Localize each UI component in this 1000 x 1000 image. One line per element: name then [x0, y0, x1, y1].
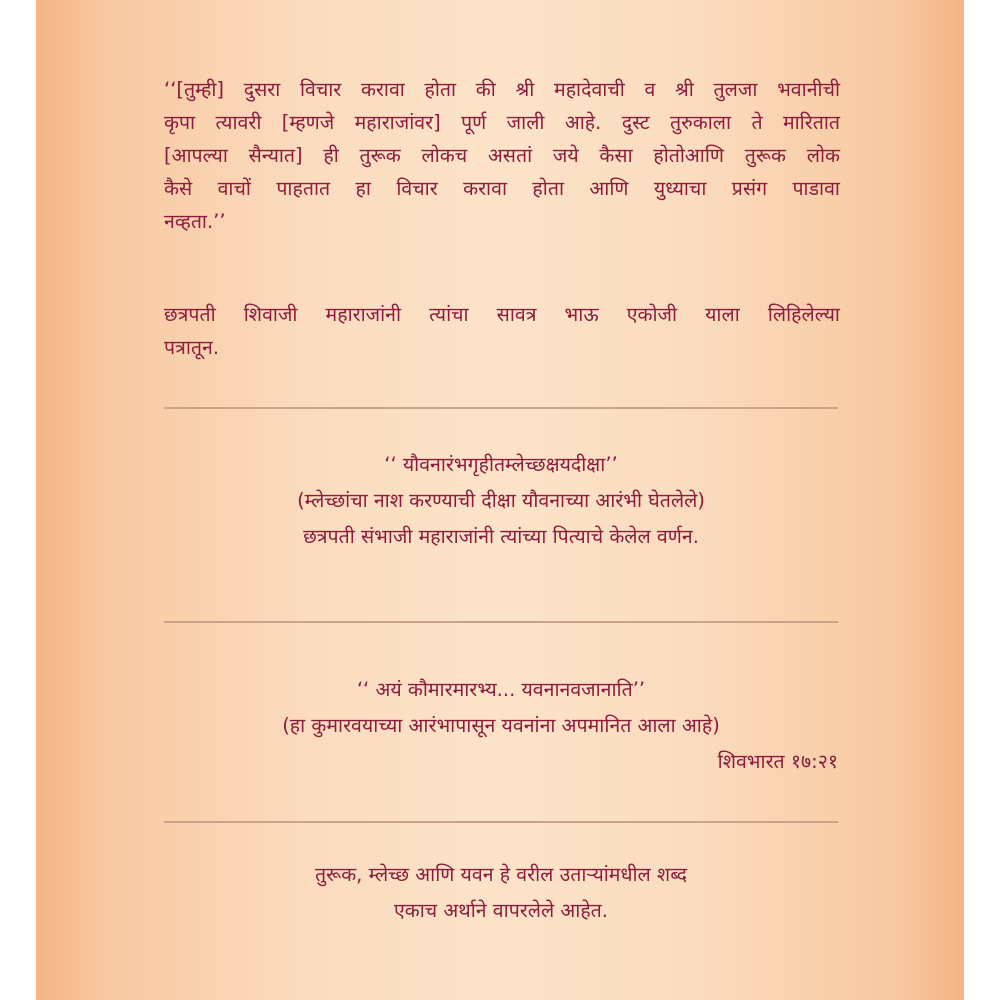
- source1-line-2: पत्रातून.: [164, 336, 220, 359]
- quote3-citation: शिवभारत १७:२१: [717, 750, 838, 773]
- quote1-line-2: कृपा त्यावरी [म्हणजे महाराजांवर] पूर्ण जाली आहे. दुस्ट तुरुकाला ते मारितात: [164, 111, 840, 134]
- quote3-line-2: (हा कुमारवयाच्या आरंभापासून यवनांना अपमानित आला आहे): [282, 714, 720, 737]
- book-page: [36, 0, 964, 1000]
- divider-1: [164, 407, 838, 409]
- quote2-line-2: (म्लेच्छांचा नाश करण्याची दीक्षा यौवनाच्या आरंभी घेतलेले): [297, 489, 705, 512]
- divider-2: [164, 621, 838, 623]
- divider-3: [164, 821, 838, 823]
- quote1-line-1: ‘‘[तुम्ही] दुसरा विचार करावा होता की श्री महादेवाची व श्री तुलजा भवानीची: [164, 78, 840, 101]
- quote-shivbharat: [164, 672, 838, 780]
- quote1-line-5: नव्हता.’’: [164, 210, 226, 233]
- note-line-2: एकाच अर्थाने वापरलेले आहेत.: [393, 899, 608, 922]
- closing-note: [164, 857, 838, 929]
- source-paragraph-letter-to-ekoji: [164, 298, 840, 364]
- quote3-line-1: ‘‘ अयं कौमारमारभ्य... यवनानवजानाति’’: [356, 678, 646, 701]
- quote1-line-3: [आपल्या सैन्यात] ही तुरूक लोकच असतां जये कैसा होतोआणि तुरूक लोक: [164, 144, 840, 167]
- quote-sambhaji-description: [164, 447, 838, 555]
- quote-paragraph-shivaji-letter: [164, 73, 840, 238]
- source1-line-1: छत्रपती शिवाजी महाराजांनी त्यांचा सावत्र भाऊ एकोजी याला लिहिलेल्या: [164, 303, 840, 326]
- quote2-line-3: छत्रपती संभाजी महाराजांनी त्यांच्या पित्याचे केलेल वर्णन.: [303, 525, 699, 548]
- quote1-line-4: कैसे वाचों पाहतात हा विचार करावा होता आणि युध्याचा प्रसंग पाडावा: [164, 177, 840, 200]
- quote2-line-1: ‘‘ यौवनारंभगृहीतम्लेच्छक्षयदीक्षा’’: [384, 453, 618, 476]
- note-line-1: तुरूक, म्लेच्छ आणि यवन हे वरील उताऱ्यांमधील शब्द: [314, 863, 688, 886]
